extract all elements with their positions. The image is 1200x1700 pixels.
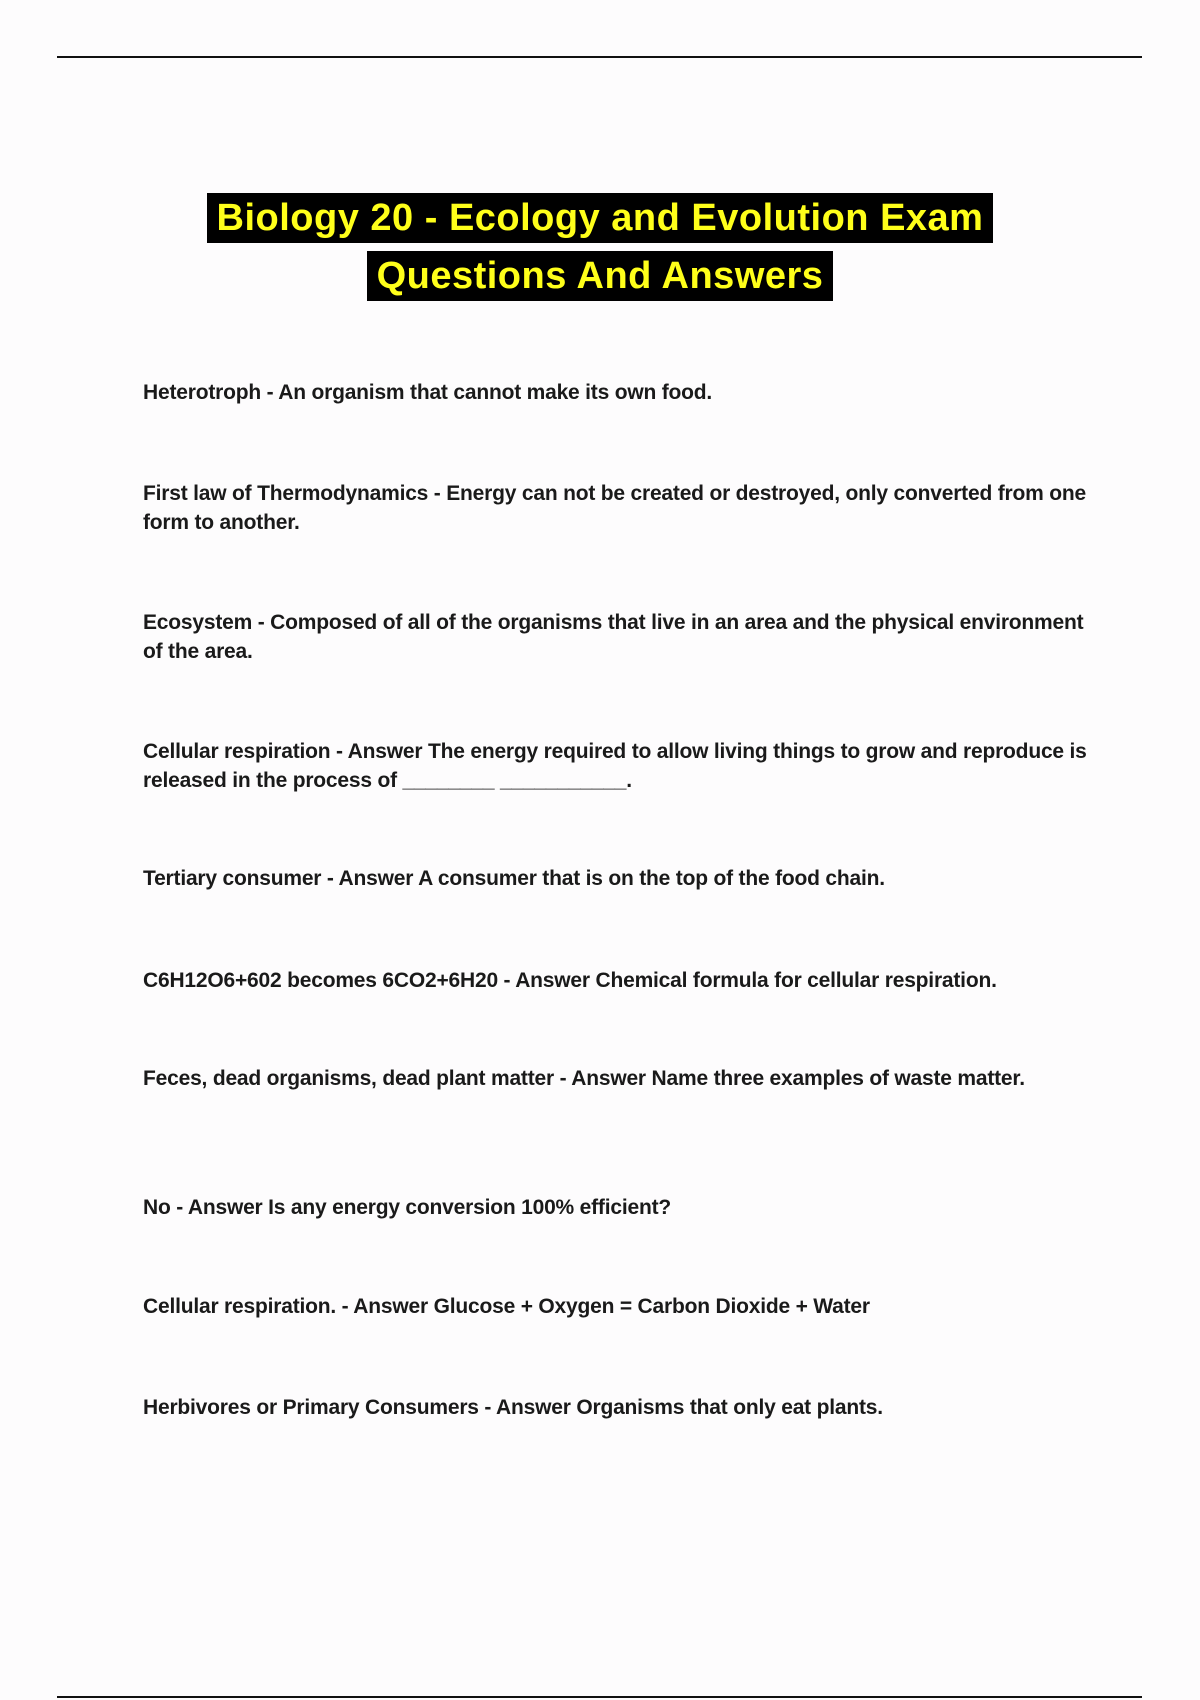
qa-entry: Tertiary consumer - Answer A consumer that is on the top of the food chain. — [143, 867, 885, 890]
qa-entry: Heterotroph - An organism that cannot make its own food. — [143, 381, 713, 404]
document-title — [0, 193, 1200, 309]
qa-entry: Ecosystem - Composed of all of the organisms that live in an area and the physical environment of the area. — [143, 611, 1084, 663]
qa-entry: First law of Thermodynamics - Energy can not be created or destroyed, only converted from one form to another. — [143, 482, 1086, 534]
qa-entry: Cellular respiration - Answer The energy required to allow living things to grow and reproduce is released in the process of ________ ___________. — [143, 740, 1087, 792]
qa-entry: Cellular respiration. - Answer Glucose + Oxygen = Carbon Dioxide + Water — [143, 1295, 870, 1318]
qa-entry: Herbivores or Primary Consumers - Answer Organisms that only eat plants. — [143, 1396, 883, 1419]
qa-entry: Feces, dead organisms, dead plant matter - Answer Name three examples of waste matter. — [143, 1067, 1025, 1090]
header-rule — [57, 56, 1142, 58]
title-line-2: Questions And Answers — [367, 251, 834, 301]
title-line-1: Biology 20 - Ecology and Evolution Exam — [207, 193, 994, 243]
qa-entry: C6H12O6+602 becomes 6CO2+6H20 - Answer Chemical formula for cellular respiration. — [143, 969, 997, 992]
qa-entry: No - Answer Is any energy conversion 100% efficient? — [143, 1196, 671, 1219]
footer-rule — [57, 1696, 1142, 1698]
